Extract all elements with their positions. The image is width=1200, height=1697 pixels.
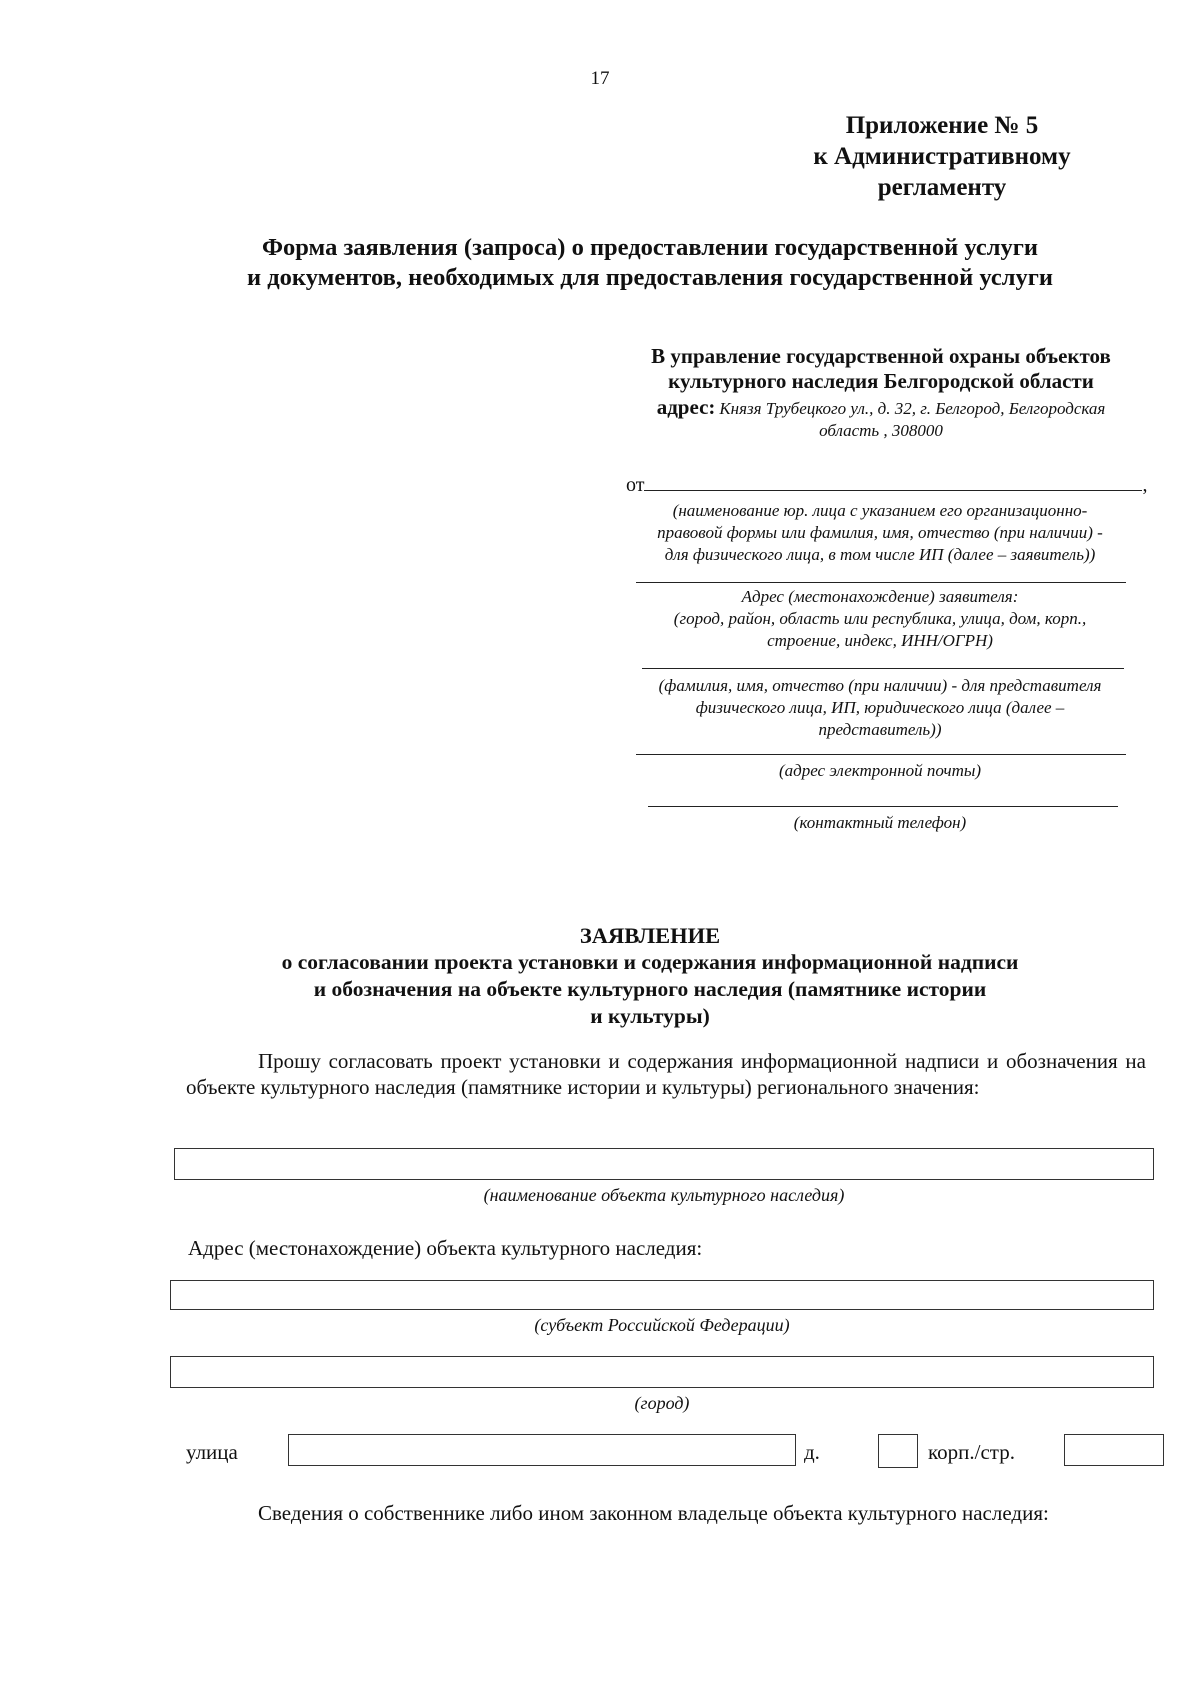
appendix-line-3: регламенту [877,174,1007,201]
appendix-line-1: Приложение № 5 [845,112,1039,139]
statement-title [150,922,1150,1030]
name-hint-line-2: правовой формы или фамилия, имя, отчество (при наличии) - [657,523,1103,542]
rep-hint-line-3: представитель)) [818,720,942,739]
form-title [150,233,1150,293]
address-hint-line-2: (город, район, область или республика, улица, дом, корп., [673,609,1087,628]
address-hint-line-3: строение, индекс, ИНН/ОГРН) [767,631,993,650]
phone-hint: (контактный телефон) [793,813,967,832]
from-comma: , [1142,474,1148,496]
applicant-name-hint [600,500,1160,566]
addressee-address [596,395,1166,420]
city-field[interactable] [170,1356,1154,1388]
street-label: улица [186,1440,238,1464]
appendix-header [732,110,1152,203]
building-label: корп./стр. [928,1440,1015,1464]
subject-hint: (субъект Российской Федерации) [534,1315,790,1335]
representative-hint [600,675,1160,741]
request-paragraph [186,1048,1146,1100]
name-hint-line-3: для физического лица, в том числе ИП (далее – заявитель)) [664,545,1096,564]
owner-paragraph [186,1500,1146,1526]
applicant-address-hint [600,586,1160,652]
form-title-line-1: Форма заявления (запроса) о предоставлении государственной услуги [262,234,1038,261]
phone-line[interactable] [648,806,1118,807]
statement-subtitle-1: о согласовании проекта установки и содержания информационной надписи [281,950,1019,974]
object-name-hint: (наименование объекта культурного наследия) [483,1185,845,1205]
building-field[interactable] [1064,1434,1164,1466]
street-field[interactable] [288,1434,796,1466]
address-label: адрес: [656,395,716,419]
object-address-label: Адрес (местонахождение) объекта культурного наследия: [188,1236,703,1260]
representative-line[interactable] [642,668,1124,669]
house-label: д. [804,1440,820,1464]
statement-heading: ЗАЯВЛЕНИЕ [579,923,721,948]
appendix-line-2: к Административному [813,143,1071,170]
address-hint-line-1: Адрес (местонахождение) заявителя: [741,587,1019,606]
addressee-line-2: культурного наследия Белгородской области [668,369,1094,393]
city-hint: (город) [634,1393,690,1413]
addressee-line-1: В управление государственной охраны объектов [651,344,1111,368]
email-line[interactable] [636,754,1126,755]
statement-subtitle-2: и обозначения на объекте культурного наследия (памятнике истории [313,977,987,1001]
statement-subtitle-3: и культуры) [590,1004,710,1028]
rep-hint-line-1: (фамилия, имя, отчество (при наличии) - для представителя [658,676,1102,695]
object-name-field[interactable] [174,1148,1154,1180]
from-underline[interactable] [644,472,1142,491]
house-field[interactable] [878,1434,918,1468]
email-hint: (адрес электронной почты) [778,761,982,780]
request-text: Прошу согласовать проект установки и содержания информационной надписи и обозначения на объекте культурного наследия (памятнике истории и культуры) регионального значения: [186,1049,1146,1099]
address-value-2: область , 308000 [819,421,943,440]
form-title-line-2: и документов, необходимых для предоставления государственной услуги [247,264,1053,291]
from-field[interactable] [626,472,1147,497]
subject-field[interactable] [170,1280,1154,1310]
owner-text: Сведения о собственнике либо ином законном владельце объекта культурного наследия: [258,1501,1049,1525]
rep-hint-line-2: физического лица, ИП, юридического лица (далее – [695,698,1065,717]
applicant-address-line[interactable] [636,582,1126,583]
name-hint-line-1: (наименование юр. лица с указанием его организационно- [672,501,1088,520]
addressee-block [596,344,1166,442]
from-label: от [626,474,645,496]
page-number: 17 [590,68,610,89]
address-value-1: Князя Трубецкого ул., д. 32, г. Белгород, Белгородская [719,399,1106,418]
